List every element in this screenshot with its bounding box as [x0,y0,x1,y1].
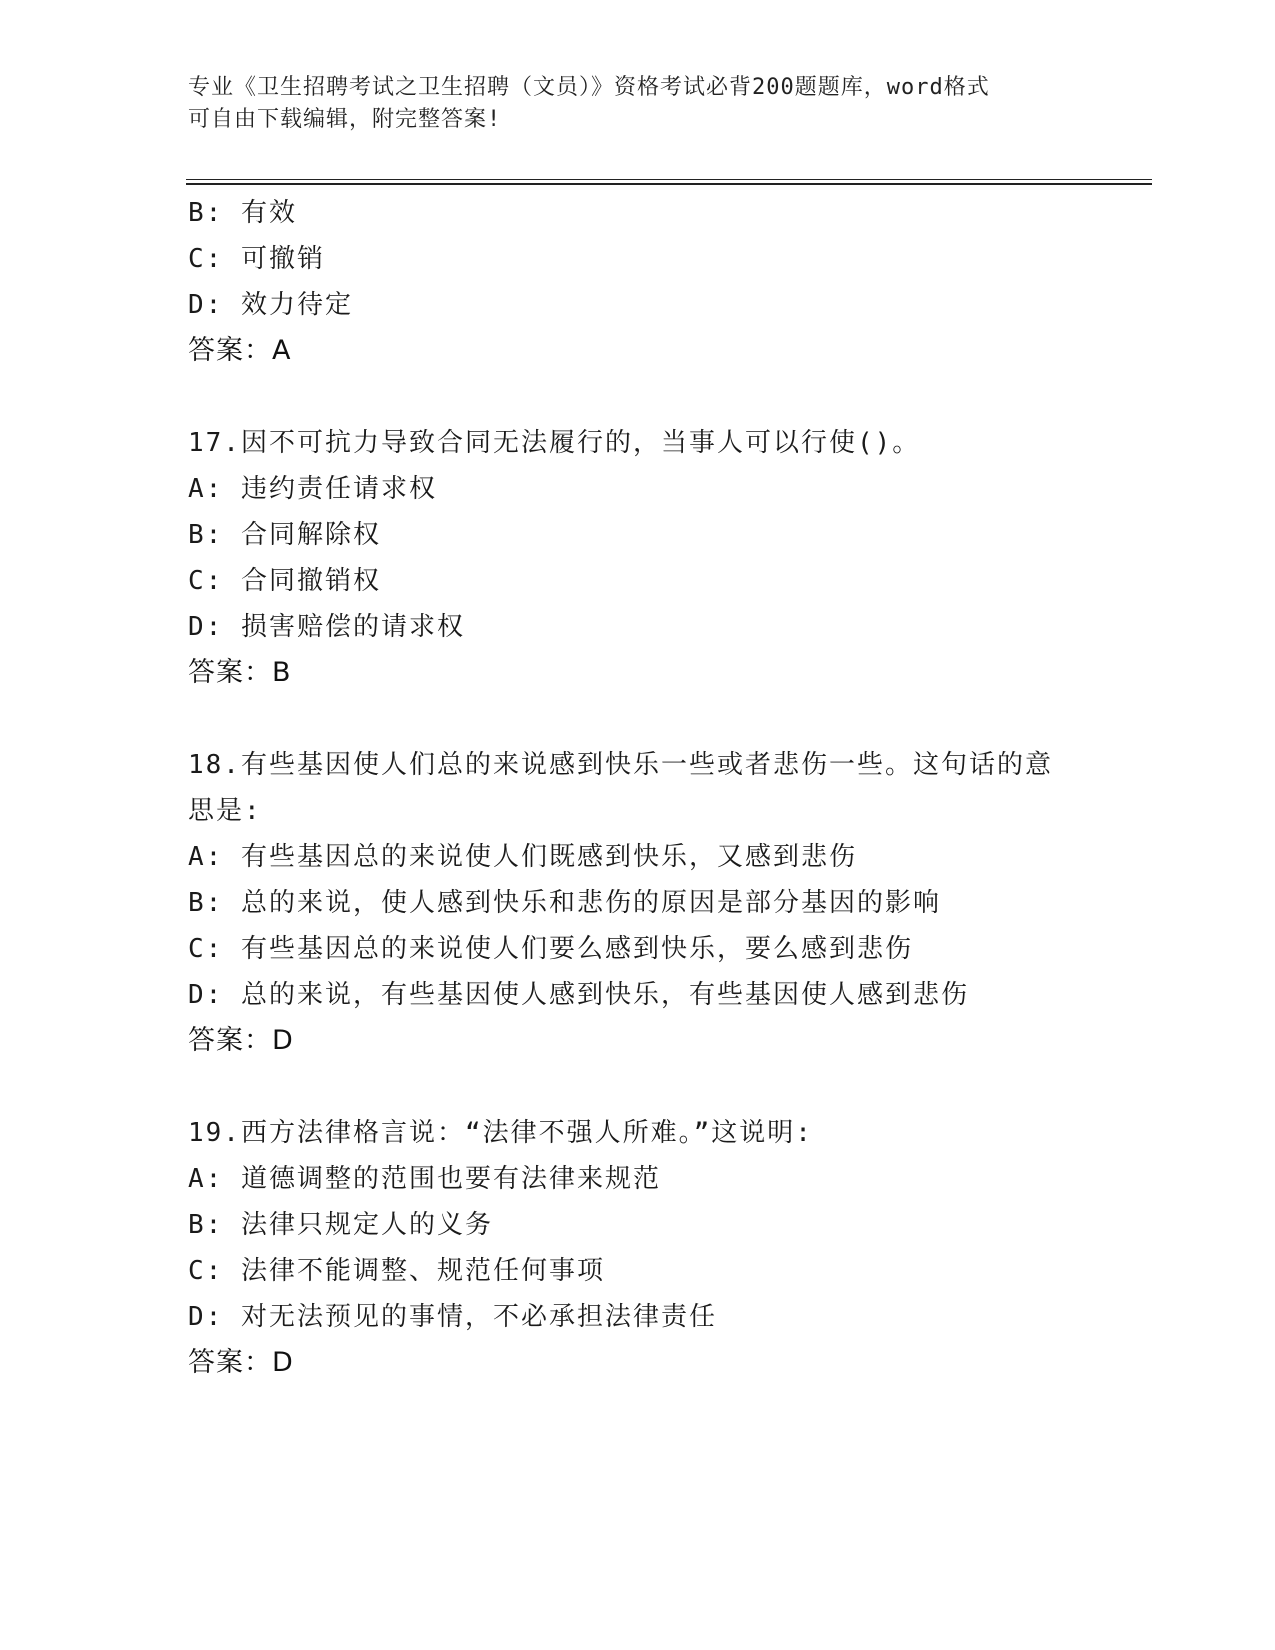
option-c: C: 法律不能调整、规范任何事项 [188,1256,605,1286]
option-d: D: 总的来说，有些基因使人感到快乐，有些基因使人感到悲伤 [188,980,969,1010]
option-a: A: 道德调整的范围也要有法律来规范 [188,1164,661,1194]
answer-line: 答案：B [188,657,292,688]
document-header [188,72,1088,136]
option-d: D: 效力待定 [188,290,353,320]
answer-line: 答案：D [188,1025,294,1056]
option-b: B: 法律只规定人的义务 [188,1210,493,1240]
answer-line: 答案：D [188,1347,294,1378]
option-b: B: 总的来说，使人感到快乐和悲伤的原因是部分基因的影响 [188,888,941,918]
question-block-continued [188,190,1148,374]
option-c: C: 可撤销 [188,244,325,274]
option-a: A: 有些基因总的来说使人们既感到快乐，又感到悲伤 [188,842,857,872]
option-d: D: 对无法预见的事情，不必承担法律责任 [188,1302,717,1332]
question-stem: 17.因不可抗力导致合同无法履行的，当事人可以行使()。 [188,428,921,458]
question-block-18 [188,742,1148,1064]
question-list [188,190,1148,1386]
header-divider-thin [186,179,1152,180]
question-stem: 18.有些基因使人们总的来说感到快乐一些或者悲伤一些。这句话的意 [188,750,1053,780]
question-stem-continued: 思是: [188,796,262,826]
question-block-19 [188,1110,1148,1386]
header-divider-thick [186,183,1152,185]
question-stem: 19.西方法律格言说：“法律不强人所难。”这说明: [188,1118,813,1148]
header-title-line-2: 可自由下载编辑，附完整答案! [188,107,502,132]
spacer [188,374,1148,420]
answer-line: 答案：A [188,335,292,366]
spacer [188,696,1148,742]
option-a: A: 违约责任请求权 [188,474,437,504]
spacer [188,1064,1148,1110]
option-c: C: 有些基因总的来说使人们要么感到快乐，要么感到悲伤 [188,934,913,964]
option-b: B: 合同解除权 [188,520,381,550]
option-d: D: 损害赔偿的请求权 [188,612,465,642]
header-title-line-1: 专业《卫生招聘考试之卫生招聘（文员）》资格考试必背200题题库，word格式 [188,75,990,100]
option-c: C: 合同撤销权 [188,566,381,596]
option-b: B: 有效 [188,198,297,228]
question-block-17 [188,420,1148,696]
